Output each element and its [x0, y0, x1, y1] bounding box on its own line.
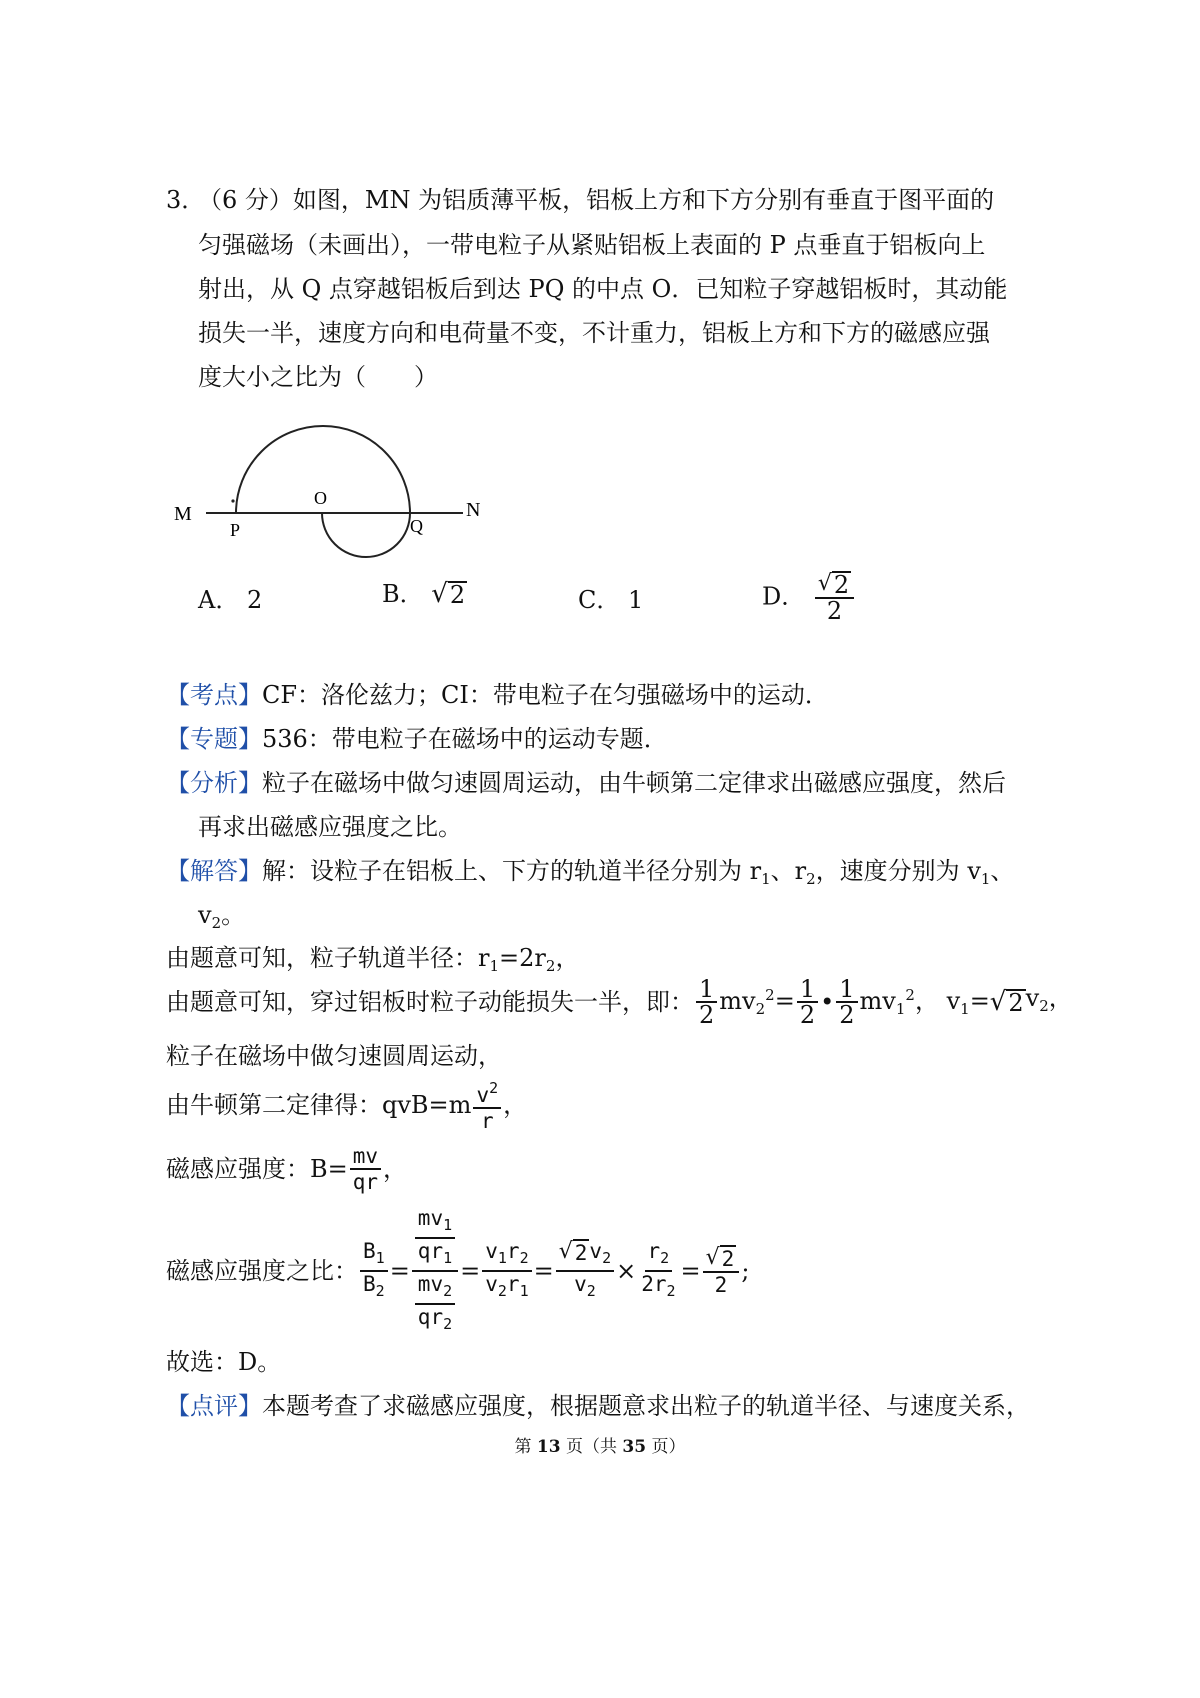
trajectory-diagram [168, 418, 508, 568]
option-b-radicand: 2 [449, 581, 466, 609]
footer-mid: 页（共 [560, 1437, 623, 1457]
answer-line: 故选：D。 [166, 1348, 282, 1376]
ratio-r2-2r2: $\frac{r_2}{2r_2}$ [641, 1239, 676, 1300]
label-m: M [174, 503, 192, 525]
question-line-4: 损失一半，速度方向和电荷量不变，不计重力，铝板上方和下方的磁感应强 [198, 319, 990, 347]
jieda-tag: 【解答】 [166, 857, 262, 885]
kaodian-tag: 【考点】 [166, 681, 262, 709]
b-line [166, 1144, 407, 1194]
ratio-sqrt2-v2: √ 2 $v_2$ $v_2$ [556, 1239, 614, 1303]
energy-frac-half-3: $\frac{1}{2}$ [836, 977, 857, 1027]
fenxi-line-2: 再求出磁感应强度之比。 [198, 813, 462, 841]
label-p: P [230, 520, 241, 540]
jieda-row: 【解答】解：设粒子在铝板上、下方的轨道半径分别为 $r_1$、$r_2$，速度分别为 $v_1$、 [166, 857, 1015, 888]
ratio-compound: $\frac{\frac{mv_1}{qr_1}}{\frac{mv_2}{qr_2}}$ [412, 1206, 458, 1336]
option-d-radicand: 2 [833, 571, 850, 599]
option-a-value: 2 [246, 586, 263, 614]
jieda-line-2a: v [198, 901, 212, 929]
option-d-letter: D． [762, 582, 806, 611]
point-p-dot [231, 499, 234, 502]
radius-end: ， [555, 944, 580, 972]
option-c [578, 586, 643, 614]
option-d-fraction: √ 2 2 [815, 570, 854, 623]
option-a-letter: A． [198, 586, 240, 614]
jieda-line-1c: ，速度分别为 v [815, 857, 981, 885]
newton-fraction: $\frac{v^2}{r}$ [473, 1076, 501, 1133]
fenxi-row [166, 769, 1006, 797]
b-end: ， [383, 1155, 408, 1183]
jieda-line-1b: 、r [770, 857, 807, 885]
label-q: Q [410, 516, 423, 536]
radius-line: 由题意可知，粒子轨道半径：$r_1=2r_2$， [166, 944, 580, 975]
ratio-prefix: 磁感应强度之比： [166, 1257, 358, 1285]
question-line-3: 射出，从 Q 点穿越铝板后到达 PQ 的中点 O．已知粒子穿越铝板时，其动能 [198, 275, 1008, 303]
kaodian-row [166, 681, 829, 709]
newton-end: ， [503, 1090, 528, 1119]
option-c-value: 1 [628, 586, 644, 614]
zhuanti-row [166, 725, 668, 753]
footer-pre: 第 [514, 1437, 537, 1457]
footer-page-number: 13 [536, 1437, 561, 1457]
option-c-letter: C． [578, 586, 621, 614]
question-line-5: 度大小之比为（ ） [198, 363, 438, 391]
kaodian-text: CF：洛伦兹力；CI：带电粒子在匀强磁场中的运动． [262, 681, 829, 709]
jieda-line-2: $v_2$。 [198, 901, 246, 932]
fenxi-line-1: 粒子在磁场中做匀速圆周运动，由牛顿第二定律求出磁感应强度，然后 [262, 769, 1006, 797]
b-prefix: 磁感应强度：B= [166, 1155, 348, 1183]
label-o: O [314, 488, 327, 508]
dianping-text: 本题考查了求磁感应强度，根据题意求出粒子的轨道半径、与速度关系， [262, 1392, 1030, 1420]
option-b [382, 580, 467, 608]
ratio-b1-b2: $\frac{B_1}{B_2}$ [360, 1239, 388, 1303]
circular-line: 粒子在磁场中做匀速圆周运动， [166, 1042, 502, 1070]
dianping-tag: 【点评】 [166, 1392, 262, 1420]
radius-prefix: 由题意可知，粒子轨道半径：r [166, 944, 490, 972]
option-a [198, 586, 262, 614]
newton-prefix: 由牛顿第二定律得：qvB=m [166, 1090, 472, 1119]
lower-arc [322, 513, 410, 557]
ratio-v-r: $\frac{v_1r_2}{v_2r_1}$ [482, 1239, 531, 1303]
energy-frac-half-1: $\frac{1}{2}$ [696, 977, 717, 1027]
energy-frac-half-2: $\frac{1}{2}$ [797, 977, 818, 1027]
fenxi-tag: 【分析】 [166, 769, 262, 797]
zhuanti-tag: 【专题】 [166, 725, 262, 753]
footer-post: 页） [646, 1437, 686, 1457]
jieda-line-1: 解：设粒子在铝板上、下方的轨道半径分别为 r [262, 857, 762, 885]
jieda-line-1d: 、 [990, 857, 1015, 885]
label-n: N [466, 499, 481, 521]
page-footer [0, 1432, 1200, 1457]
option-b-letter: B． [382, 580, 424, 608]
question-number: 3． [166, 186, 206, 214]
newton-line [166, 1076, 527, 1133]
energy-line: 由题意可知，穿过铝板时粒子动能损失一半，即： $\frac{1}{2}$ $mv_2^2=$ $\frac{1}{2}$ • $\frac{1}{2}$ $mv_1^2$， $v_1=$ √ 2 $v_2$， [166, 975, 1073, 1029]
footer-total-pages: 35 [622, 1437, 647, 1457]
radius-mid: =2r [499, 944, 546, 972]
trajectory-svg [168, 418, 508, 568]
energy-sqrt: √ 2 [989, 987, 1024, 1017]
question-line-1: （6 分）如图，MN 为铝质薄平板，铝板上方和下方分别有垂直于图平面的 [198, 186, 995, 214]
option-b-sqrt: √ 2 [431, 579, 466, 609]
option-d [762, 570, 856, 623]
question-line-2: 匀强磁场（未画出），一带电粒子从紧贴铝板上表面的 P 点垂直于铝板向上 [198, 231, 986, 259]
zhuanti-text: 536：带电粒子在磁场中的运动专题． [262, 725, 668, 753]
ratio-line: 磁感应强度之比： $\frac{B_1}{B_2}$ = $\frac{\frac{mv_1}{qr_1}}{\frac{mv_2}{qr_2}}$ = $\frac{v_1r_2}{v_2r_1}$ = √ 2 $v_2$ $v_2$ × $\frac{r_2}{2r_2}$ = √ 2 2 ; [166, 1206, 749, 1336]
dianping-row [166, 1392, 1030, 1420]
option-d-denominator: 2 [826, 597, 843, 625]
jieda-line-2b: 。 [221, 901, 246, 929]
ratio-result: √ 2 2 [703, 1245, 740, 1297]
energy-prefix: 由题意可知，穿过铝板时粒子动能损失一半，即： [166, 988, 694, 1016]
b-fraction: $\frac{mv}{qr}$ [350, 1144, 381, 1194]
